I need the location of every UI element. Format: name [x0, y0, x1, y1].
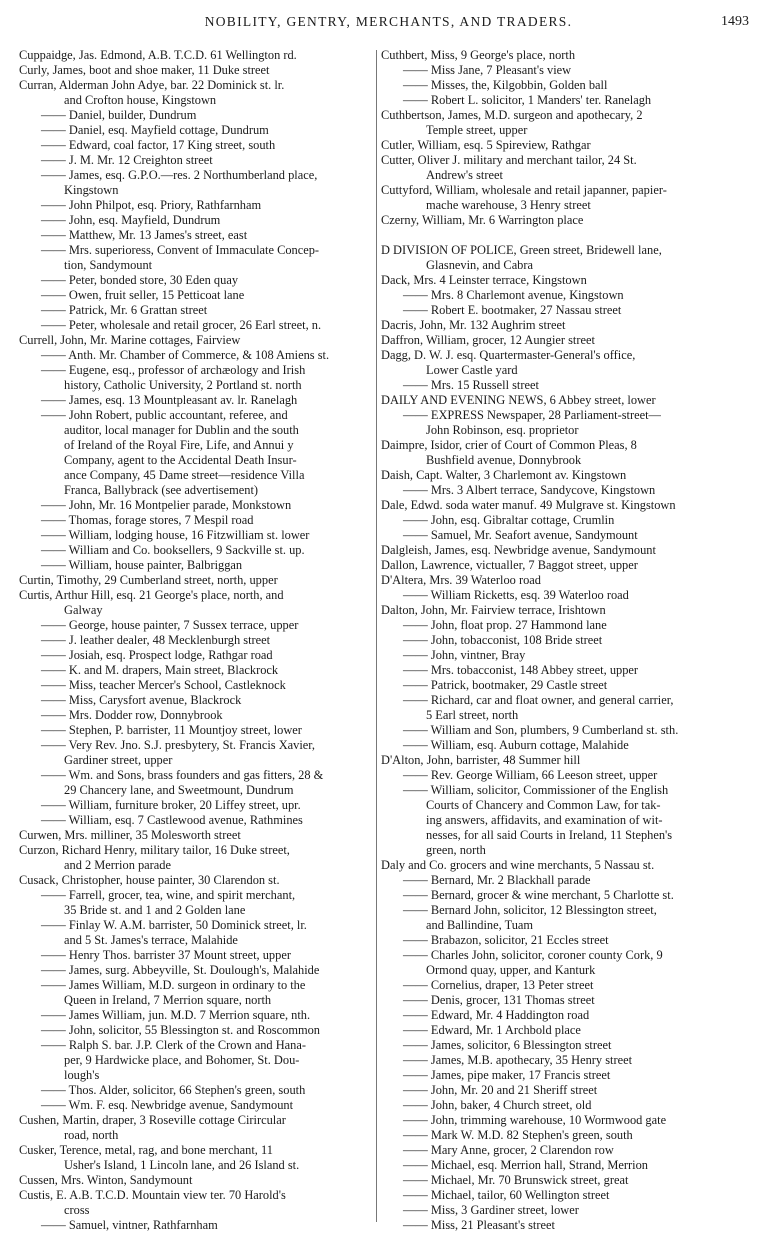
directory-entry-line: —— James William, M.D. surgeon in ordinary to the [41, 978, 306, 992]
directory-entry-line: —— William and Son, plumbers, 9 Cumberland st. sth. [403, 723, 679, 737]
directory-entry-line: —— James, solicitor, 6 Blessington street [403, 1038, 612, 1052]
directory-entry-line: and 5 St. James's terrace, Malahide [64, 933, 238, 947]
directory-entry-line: —— Robert E. bootmaker, 27 Nassau street [403, 303, 622, 317]
left-column [19, 48, 374, 1233]
directory-entry-line [381, 228, 757, 243]
directory-entry-line: 29 Chancery lane, and Sweetmount, Dundrum [64, 783, 294, 797]
directory-entry-line: —— Matthew, Mr. 13 James's street, east [41, 228, 248, 242]
directory-entry-line: —— Patrick, Mr. 6 Grattan street [41, 303, 208, 317]
directory-entry-line: Cusack, Christopher, house painter, 30 Clarendon st. [19, 873, 280, 887]
directory-entry-line: —— Eugene, esq., professor of archæology and Irish [41, 363, 306, 377]
directory-entry-line: 35 Bride st. and 1 and 2 Golden lane [64, 903, 246, 917]
directory-entry-line: per, 9 Hardwicke place, and Bohomer, St. Dou- [64, 1053, 300, 1067]
directory-entry-line: Daly and Co. grocers and wine merchants, 5 Nassau st. [381, 858, 655, 872]
directory-entry-line: —— Edward, Mr. 4 Haddington road [403, 1008, 590, 1022]
directory-entry-line: Galway [64, 603, 103, 617]
directory-entry-line: —— James, M.B. apothecary, 35 Henry street [403, 1053, 633, 1067]
directory-entry-line: Daimpre, Isidor, crier of Court of Common Pleas, 8 [381, 438, 637, 452]
directory-entry-line: —— Miss, Carysfort avenue, Blackrock [41, 693, 242, 707]
directory-entry-line: —— Mrs. 15 Russell street [403, 378, 539, 392]
directory-entry-line: —— Wm. F. esq. Newbridge avenue, Sandymount [41, 1098, 294, 1112]
directory-entry-line: D'Altera, Mrs. 39 Waterloo road [381, 573, 541, 587]
directory-entry-line: —— Edward, coal factor, 17 King street, south [41, 138, 276, 152]
directory-entry-line: green, north [426, 843, 486, 857]
directory-entry-line: —— Charles John, solicitor, coroner county Cork, 9 [403, 948, 663, 962]
directory-entry-line: of Ireland of the Royal Fire, Life, and Annui y [64, 438, 294, 452]
directory-entry-line: Bushfield avenue, Donnybrook [426, 453, 582, 467]
directory-entry-line: —— Anth. Mr. Chamber of Commerce, & 108 Amiens st. [41, 348, 330, 362]
directory-entry-line: —— James, pipe maker, 17 Francis street [403, 1068, 611, 1082]
directory-entry-line: 5 Earl street, north [426, 708, 519, 722]
directory-entry-line: —— William, house painter, Balbriggan [41, 558, 243, 572]
directory-entry-line: —— Wm. and Sons, brass founders and gas fitters, 28 & [41, 768, 324, 782]
directory-entry-line: Curly, James, boot and shoe maker, 11 Duke street [19, 63, 270, 77]
directory-entry-line: Czerny, William, Mr. 6 Warrington place [381, 213, 584, 227]
directory-entry-line: Franca, Ballybrack (see advertisement) [64, 483, 259, 497]
directory-entry-line: —— Mrs. Dodder row, Donnybrook [41, 708, 223, 722]
page-number: 1493 [721, 14, 749, 29]
directory-entry-line: —— Brabazon, solicitor, 21 Eccles street [403, 933, 609, 947]
directory-entry-line: Cuppaidge, Jas. Edmond, A.B. T.C.D. 61 Wellington rd. [19, 48, 297, 62]
directory-entry-line: tion, Sandymount [64, 258, 153, 272]
directory-entry-line: —— Daniel, esq. Mayfield cottage, Dundrum [41, 123, 269, 137]
directory-entry-line: —— Mark W. M.D. 82 Stephen's green, south [403, 1128, 633, 1142]
directory-entry-line: —— James William, jun. M.D. 7 Merrion square, nth. [41, 1008, 311, 1022]
directory-entry-line: —— Thos. Alder, solicitor, 66 Stephen's green, south [41, 1083, 306, 1097]
directory-entry-line: —— Mrs. tobacconist, 148 Abbey street, upper [403, 663, 639, 677]
directory-entry-line: Cuttyford, William, wholesale and retail japanner, papier- [381, 183, 667, 197]
directory-entry-line: Cushen, Martin, draper, 3 Roseville cottage Cirircular [19, 1113, 286, 1127]
directory-entry-line: and Crofton house, Kingstown [64, 93, 217, 107]
directory-entry-line: auditor, local manager for Dublin and the south [64, 423, 299, 437]
directory-entry-line: —— Mary Anne, grocer, 2 Clarendon row [403, 1143, 614, 1157]
page-header [0, 14, 777, 34]
directory-entry-line: DAILY AND EVENING NEWS, 6 Abbey street, lower [381, 393, 656, 407]
directory-entry-line: nesses, for all said Courts in Ireland, 11 Stephen's [426, 828, 673, 842]
directory-entry-line: —— Bernard John, solicitor, 12 Blessington street, [403, 903, 657, 917]
directory-entry-line: —— Robert L. solicitor, 1 Manders' ter. Ranelagh [403, 93, 652, 107]
directory-entry-line: —— Miss Jane, 7 Pleasant's view [403, 63, 572, 77]
directory-entry-line: —— Daniel, builder, Dundrum [41, 108, 197, 122]
right-column [381, 48, 757, 1233]
directory-entry-line: Temple street, upper [426, 123, 528, 137]
directory-entry-line: Cuthbertson, James, M.D. surgeon and apothecary, 2 [381, 108, 643, 122]
directory-entry-line: Queen in Ireland, 7 Merrion square, north [64, 993, 272, 1007]
directory-entry-line: —— Michael, tailor, 60 Wellington street [403, 1188, 610, 1202]
directory-entry-line: Dagg, D. W. J. esq. Quartermaster-General's office, [381, 348, 636, 362]
directory-entry-line: —— Finlay W. A.M. barrister, 50 Dominick street, lr. [41, 918, 307, 932]
directory-entry-line: —— K. and M. drapers, Main street, Blackrock [41, 663, 279, 677]
directory-entry-line: —— William, esq. 7 Castlewood avenue, Rathmines [41, 813, 303, 827]
directory-entry-line: —— Peter, wholesale and retail grocer, 26 Earl street, n. [41, 318, 322, 332]
directory-entry-line: Dalton, John, Mr. Fairview terrace, Irishtown [381, 603, 606, 617]
directory-entry-line: Currell, John, Mr. Marine cottages, Fairview [19, 333, 241, 347]
directory-entry-line: —— Misses, the, Kilgobbin, Golden ball [403, 78, 608, 92]
directory-entry-line: —— James, esq. G.P.O.—res. 2 Northumberland place, [41, 168, 318, 182]
directory-entry-line: Dallon, Lawrence, victualler, 7 Baggot street, upper [381, 558, 638, 572]
directory-entry-line: Dacris, John, Mr. 132 Aughrim street [381, 318, 566, 332]
directory-entry-line: —— John Robert, public accountant, referee, and [41, 408, 288, 422]
directory-entry-line: Cussen, Mrs. Winton, Sandymount [19, 1173, 193, 1187]
directory-entry-line: —— Henry Thos. barrister 37 Mount street, upper [41, 948, 291, 962]
directory-entry-line: D DIVISION OF POLICE, Green street, Bridewell lane, [381, 243, 662, 257]
directory-entry-line: road, north [64, 1128, 119, 1142]
directory-entry-line: Company, agent to the Accidental Death Insur- [64, 453, 297, 467]
directory-entry-line: —— Miss, 3 Gardiner street, lower [403, 1203, 579, 1217]
running-title: NOBILITY, GENTRY, MERCHANTS, AND TRADERS. [204, 14, 573, 29]
directory-entry-line: —— Josiah, esq. Prospect lodge, Rathgar road [41, 648, 273, 662]
directory-entry-line: Dalgleish, James, esq. Newbridge avenue, Sandymount [381, 543, 656, 557]
directory-entry-line: —— Ralph S. bar. J.P. Clerk of the Crown and Hana- [41, 1038, 306, 1052]
directory-entry-line: —— Mrs. superioress, Convent of Immaculate Concep- [41, 243, 320, 257]
directory-entry-line: Courts of Chancery and Common Law, for tak- [426, 798, 661, 812]
directory-entry-line: ing answers, affidavits, and examination of wit- [426, 813, 663, 827]
directory-entry-line: —— William, lodging house, 16 Fitzwilliam st. lower [41, 528, 310, 542]
directory-entry-line: —— John, tobacconist, 108 Bride street [403, 633, 603, 647]
directory-entry-line: —— Rev. George William, 66 Leeson street, upper [403, 768, 658, 782]
directory-entry-line: —— Farrell, grocer, tea, wine, and spirit merchant, [41, 888, 296, 902]
directory-entry-line: and 2 Merrion parade [64, 858, 171, 872]
directory-entry-line: Curwen, Mrs. milliner, 35 Molesworth street [19, 828, 241, 842]
directory-entry-line: —— John, baker, 4 Church street, old [403, 1098, 592, 1112]
directory-entry-line: —— Stephen, P. barrister, 11 Mountjoy street, lower [41, 723, 302, 737]
directory-entry-line: —— William, furniture broker, 20 Liffey street, upr. [41, 798, 301, 812]
directory-entry-line: and Ballindine, Tuam [426, 918, 534, 932]
directory-entry-line: —— Denis, grocer, 131 Thomas street [403, 993, 595, 1007]
directory-entry-line: Curtis, Arthur Hill, esq. 21 George's place, north, and [19, 588, 284, 602]
directory-entry-line: Lower Castle yard [426, 363, 518, 377]
directory-entry-line: —— John, trimming warehouse, 10 Wormwood gate [403, 1113, 667, 1127]
directory-entry-line: —— William, solicitor, Commissioner of the English [403, 783, 669, 797]
directory-entry-line: —— William Ricketts, esq. 39 Waterloo road [403, 588, 629, 602]
directory-entry-line: —— Samuel, vintner, Rathfarnham [41, 1218, 218, 1232]
directory-entry-line: —— Miss, 21 Pleasant's street [403, 1218, 555, 1232]
directory-entry-line: Curtin, Timothy, 29 Cumberland street, north, upper [19, 573, 278, 587]
directory-entry-line: Daish, Capt. Walter, 3 Charlemont av. Kingstown [381, 468, 627, 482]
directory-entry-line: —— J. leather dealer, 48 Mecklenburgh street [41, 633, 271, 647]
directory-entry-line: —— Mrs. 8 Charlemont avenue, Kingstown [403, 288, 624, 302]
directory-entry-line: Custis, E. A.B. T.C.D. Mountain view ter. 70 Harold's [19, 1188, 286, 1202]
directory-entry-line: —— Mrs. 3 Albert terrace, Sandycove, Kingstown [403, 483, 656, 497]
directory-entry-line: —— William and Co. booksellers, 9 Sackville st. up. [41, 543, 305, 557]
directory-entry-line: John Robinson, esq. proprietor [426, 423, 579, 437]
column-divider [376, 50, 377, 1222]
directory-entry-line: —— John, vintner, Bray [403, 648, 526, 662]
directory-entry-line: Curran, Alderman John Adye, bar. 22 Dominick st. lr. [19, 78, 285, 92]
directory-entry-line: —— Edward, Mr. 1 Archbold place [403, 1023, 581, 1037]
directory-entry-line: —— Thomas, forage stores, 7 Mespil road [41, 513, 254, 527]
directory-entry-line: —— Michael, esq. Merrion hall, Strand, Merrion [403, 1158, 649, 1172]
directory-entry-line: —— George, house painter, 7 Sussex terrace, upper [41, 618, 299, 632]
directory-entry-line: —— Patrick, bootmaker, 29 Castle street [403, 678, 608, 692]
directory-entry-line: —— Richard, car and float owner, and general carrier, [403, 693, 674, 707]
directory-entry-line: Curzon, Richard Henry, military tailor, 16 Duke street, [19, 843, 290, 857]
directory-entry-line: —— John, esq. Gibraltar cottage, Crumlin [403, 513, 615, 527]
directory-entry-line: —— Bernard, grocer & wine merchant, 5 Charlotte st. [403, 888, 674, 902]
directory-entry-line: lough's [64, 1068, 100, 1082]
directory-entry-line: —— Very Rev. Jno. S.J. presbytery, St. Francis Xavier, [41, 738, 316, 752]
directory-entry-line: Kingstown [64, 183, 119, 197]
directory-entry-line: —— Miss, teacher Mercer's School, Castleknock [41, 678, 286, 692]
directory-entry-line: Cusker, Terence, metal, rag, and bone merchant, 11 [19, 1143, 273, 1157]
directory-entry-line: Cutler, William, esq. 5 Spireview, Rathgar [381, 138, 591, 152]
directory-entry-line: —— John, Mr. 20 and 21 Sheriff street [403, 1083, 598, 1097]
directory-entry-line: Glasnevin, and Cabra [426, 258, 534, 272]
directory-entry-line: —— Bernard, Mr. 2 Blackhall parade [403, 873, 591, 887]
directory-entry-line: —— John Philpot, esq. Priory, Rathfarnham [41, 198, 262, 212]
directory-entry-line: ance Company, 45 Dame street—residence Villa [64, 468, 305, 482]
directory-entry-line: cross [64, 1203, 90, 1217]
directory-entry-line: Usher's Island, 1 Lincoln lane, and 26 Island st. [64, 1158, 300, 1172]
directory-entry-line: —— John, float prop. 27 Hammond lane [403, 618, 607, 632]
directory-entry-line: —— John, solicitor, 55 Blessington st. and Roscommon [41, 1023, 320, 1037]
directory-entry-line: —— EXPRESS Newspaper, 28 Parliament-street— [403, 408, 661, 422]
directory-entry-line: —— Cornelius, draper, 13 Peter street [403, 978, 594, 992]
directory-entry-line: mache warehouse, 3 Henry street [426, 198, 591, 212]
directory-entry-line: Gardiner street, upper [64, 753, 173, 767]
directory-entry-line: Ormond quay, upper, and Kanturk [426, 963, 596, 977]
directory-entry-line: —— Samuel, Mr. Seafort avenue, Sandymount [403, 528, 638, 542]
directory-entry-line: Dale, Edwd. soda water manuf. 49 Mulgrave st. Kingstown [381, 498, 676, 512]
directory-entry-line: —— John, Mr. 16 Montpelier parade, Monkstown [41, 498, 292, 512]
directory-entry-line: Daffron, William, grocer, 12 Aungier street [381, 333, 595, 347]
directory-entry-line: —— James, surg. Abbeyville, St. Doulough's, Malahide [41, 963, 320, 977]
directory-entry-line: —— Michael, Mr. 70 Brunswick street, great [403, 1173, 629, 1187]
directory-entry-line: —— John, esq. Mayfield, Dundrum [41, 213, 221, 227]
directory-entry-line: —— William, esq. Auburn cottage, Malahide [403, 738, 629, 752]
directory-entry-line: Cutter, Oliver J. military and merchant tailor, 24 St. [381, 153, 637, 167]
directory-entry-line: Dack, Mrs. 4 Leinster terrace, Kingstown [381, 273, 587, 287]
directory-entry-line: D'Alton, John, barrister, 48 Summer hill [381, 753, 581, 767]
directory-entry-line: history, Catholic University, 2 Portland st. north [64, 378, 302, 392]
directory-entry-line: —— J. M. Mr. 12 Creighton street [41, 153, 213, 167]
directory-entry-line: —— James, esq. 13 Mountpleasant av. lr. Ranelagh [41, 393, 298, 407]
directory-entry-line: —— Owen, fruit seller, 15 Petticoat lane [41, 288, 245, 302]
directory-entry-line: —— Peter, bonded store, 30 Eden quay [41, 273, 239, 287]
directory-entry-line: Cuthbert, Miss, 9 George's place, north [381, 48, 576, 62]
directory-entry-line: Andrew's street [426, 168, 503, 182]
